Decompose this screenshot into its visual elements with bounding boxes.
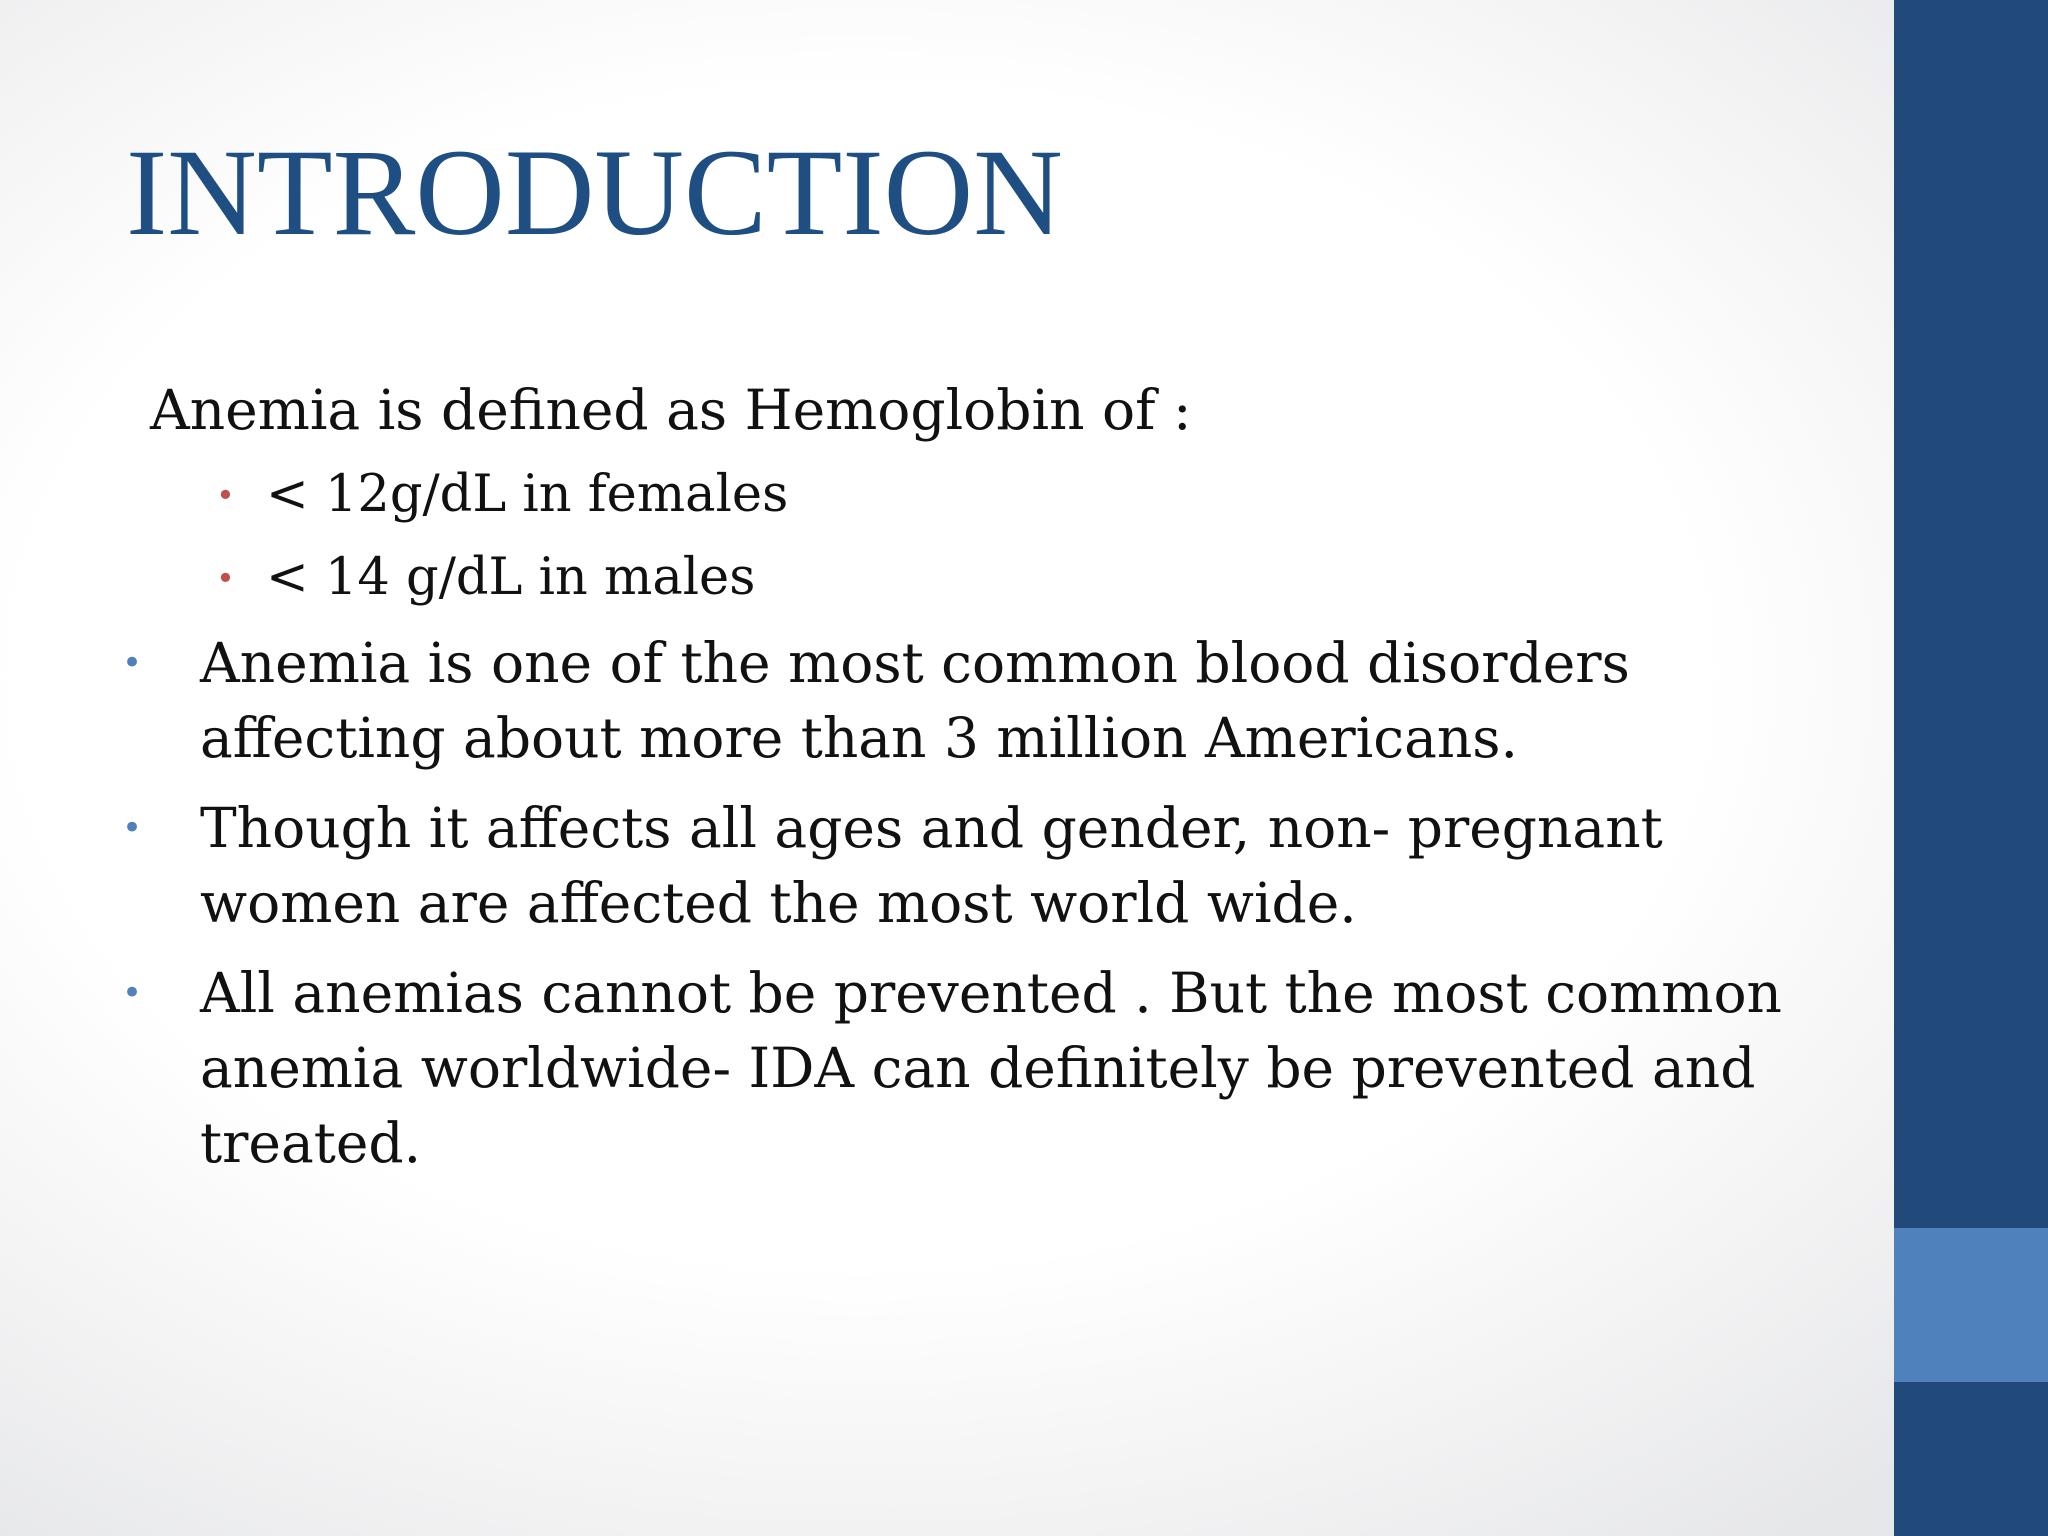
sub-list-item [216,545,756,611]
bullet-item [122,956,1820,1181]
bullet-icon: • [122,643,143,683]
bullet-item [122,626,1820,776]
bullet-icon: • [122,973,143,1013]
bullet-item-text: All anemias cannot be prevented . But the most common anemia worldwide- IDA can definitely be prevented and treated. [200,961,1782,1175]
sub-list-item [216,462,789,528]
slide-title: INTRODUCTION [126,124,1063,261]
bullet-icon: • [122,808,143,848]
bullet-item-text: Anemia is one of the most common blood disorders affecting about more than 3 million Americans. [200,631,1630,770]
bullet-icon: • [216,476,235,514]
sub-list-item-text: < 12g/dL in females [266,465,789,524]
bullet-item [122,791,1820,941]
bullet-item-text: Though it affects all ages and gender, non- pregnant women are affected the most world wide. [200,796,1663,935]
definition-line: Anemia is defined as Hemoglobin of : [150,378,1192,442]
side-accent-block [1894,1228,2048,1382]
bullet-icon: • [216,559,235,597]
sub-list-item-text: < 14 g/dL in males [266,548,756,607]
